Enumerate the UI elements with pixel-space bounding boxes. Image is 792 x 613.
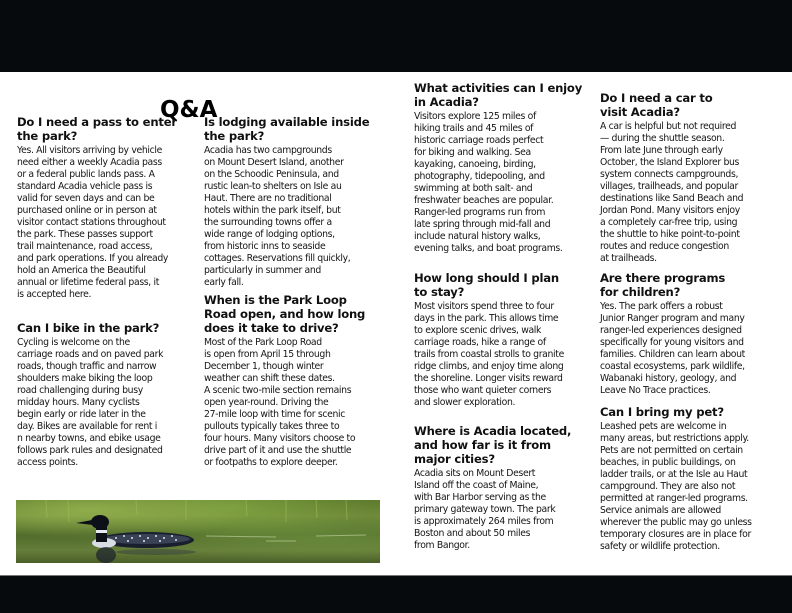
question: Can I bike in the park? [17, 321, 160, 335]
answer: Visitors explore 125 miles of hiking trails and 45 miles of historic carriage roads perfect for biking and walking. Sea kayaking, canoeing, birding, photography, tidepooling, and swimming at both salt- and freshwater beaches are popular. Ranger-led programs run from late spring through mid-fall and include natural history walks, evening talks, and boat programs. [414, 111, 563, 254]
page-title: Q&A [160, 97, 218, 124]
qa-bike [17, 321, 202, 469]
question: When is the Park Loop Road open, and how long does it take to drive? [204, 293, 366, 335]
qa-stay [414, 271, 594, 409]
question: Are there programs for children? [600, 271, 726, 299]
qa-loop-road [204, 293, 389, 469]
answer: Yes. All visitors arriving by vehicle need either a weekly Acadia pass or a federal public lands pass. A standard Acadia vehicle pass is valid for seven days and can be purchased online or in person at visitor contact stations throughout the park. These passes support trail maintenance, road access, and park operations. If you already hold an America the Beautiful annual or lifetime federal pass, it is accepted here. [17, 145, 169, 300]
loon-photo [16, 500, 380, 563]
qa-pass [17, 115, 202, 301]
question: What activities can I enjoy in Acadia? [414, 81, 583, 109]
question: Do I need a pass to enter the park? [17, 115, 177, 143]
qa-lodging [204, 115, 389, 289]
qa-pets [600, 405, 785, 553]
answer: Cycling is welcome on the carriage roads and on paved park roads, though traffic and narrow shoulders make biking the loop road challenging during busy midday hours. Many cyclists begin early or ride later in the day. Bikes are available for rent i n nearby towns, and ebike usage follows park rules and designated access points. [17, 337, 164, 468]
answer: Most of the Park Loop Road is open from April 15 through December 1, though winter weather can shift these dates. A scenic two-mile section remains open year-round. Driving the 27-mile loop with time for scenic pullouts typically takes three to four hours. Many visitors choose to drive part of it and use the shuttle or footpaths to explore deeper. [204, 337, 356, 468]
answer: A car is helpful but not required — during the shuttle season. From late June through early October, the Island Explorer bus system connects campgrounds, villages, trailheads, and popular destinations like Sand Beach and Jordan Pond. Many visitors enjoy a completely car-free trip, using the shuttle to hike point-to-point routes and reduce congestion at trailheads. [600, 121, 744, 264]
bottom-black-bar [0, 575, 792, 613]
top-black-bar [0, 0, 792, 72]
answer: Acadia sits on Mount Desert Island off the coast of Maine, with Bar Harbor serving as the primary gateway town. The park is approximately 264 miles from Boston and about 50 miles from Bangor. [414, 468, 556, 551]
question: Where is Acadia located, and how far is it from major cities? [414, 424, 572, 466]
question: How long should I plan to stay? [414, 271, 559, 299]
question: Do I need a car to visit Acadia? [600, 91, 713, 119]
loon-icon [16, 500, 380, 563]
answer: Most visitors spend three to four days in the park. This allows time to explore scenic drives, walk carriage roads, hike a range of trails from coastal strolls to granite ridge climbs, and enjoy time along the shoreline. Longer visits reward those who want quieter corners and slower exploration. [414, 301, 564, 408]
answer: Yes. The park offers a robust Junior Ranger program and many ranger-led experiences designed specifically for young visitors and families. Children can learn about coastal ecosystems, park wildlife, Wabanaki history, geology, and Leave No Trace practices. [600, 301, 745, 396]
qa-location [414, 424, 594, 552]
question: Can I bring my pet? [600, 405, 724, 419]
qa-children [600, 271, 785, 397]
question: Is lodging available inside the park? [204, 115, 370, 143]
answer: Leashed pets are welcome in many areas, but restrictions apply. Pets are not permitted on certain beaches, in public buildings, on ladder trails, or at the Isle au Haut campground. They are also not permitted at ranger-led programs. Service animals are allowed wherever the public may go unless temporary closures are in place for safety or wildlife protection. [600, 421, 752, 552]
qa-car [600, 91, 785, 265]
qa-activities [414, 81, 594, 255]
answer: Acadia has two campgrounds on Mount Desert Island, another on the Schoodic Peninsula, and rustic lean-to shelters on Isle au Haut. There are no traditional hotels within the park itself, but the surrounding towns offer a wide range of lodging options, from historic inns to seaside cottages. Reservations fill quickly, particularly in summer and early fall. [204, 145, 351, 288]
